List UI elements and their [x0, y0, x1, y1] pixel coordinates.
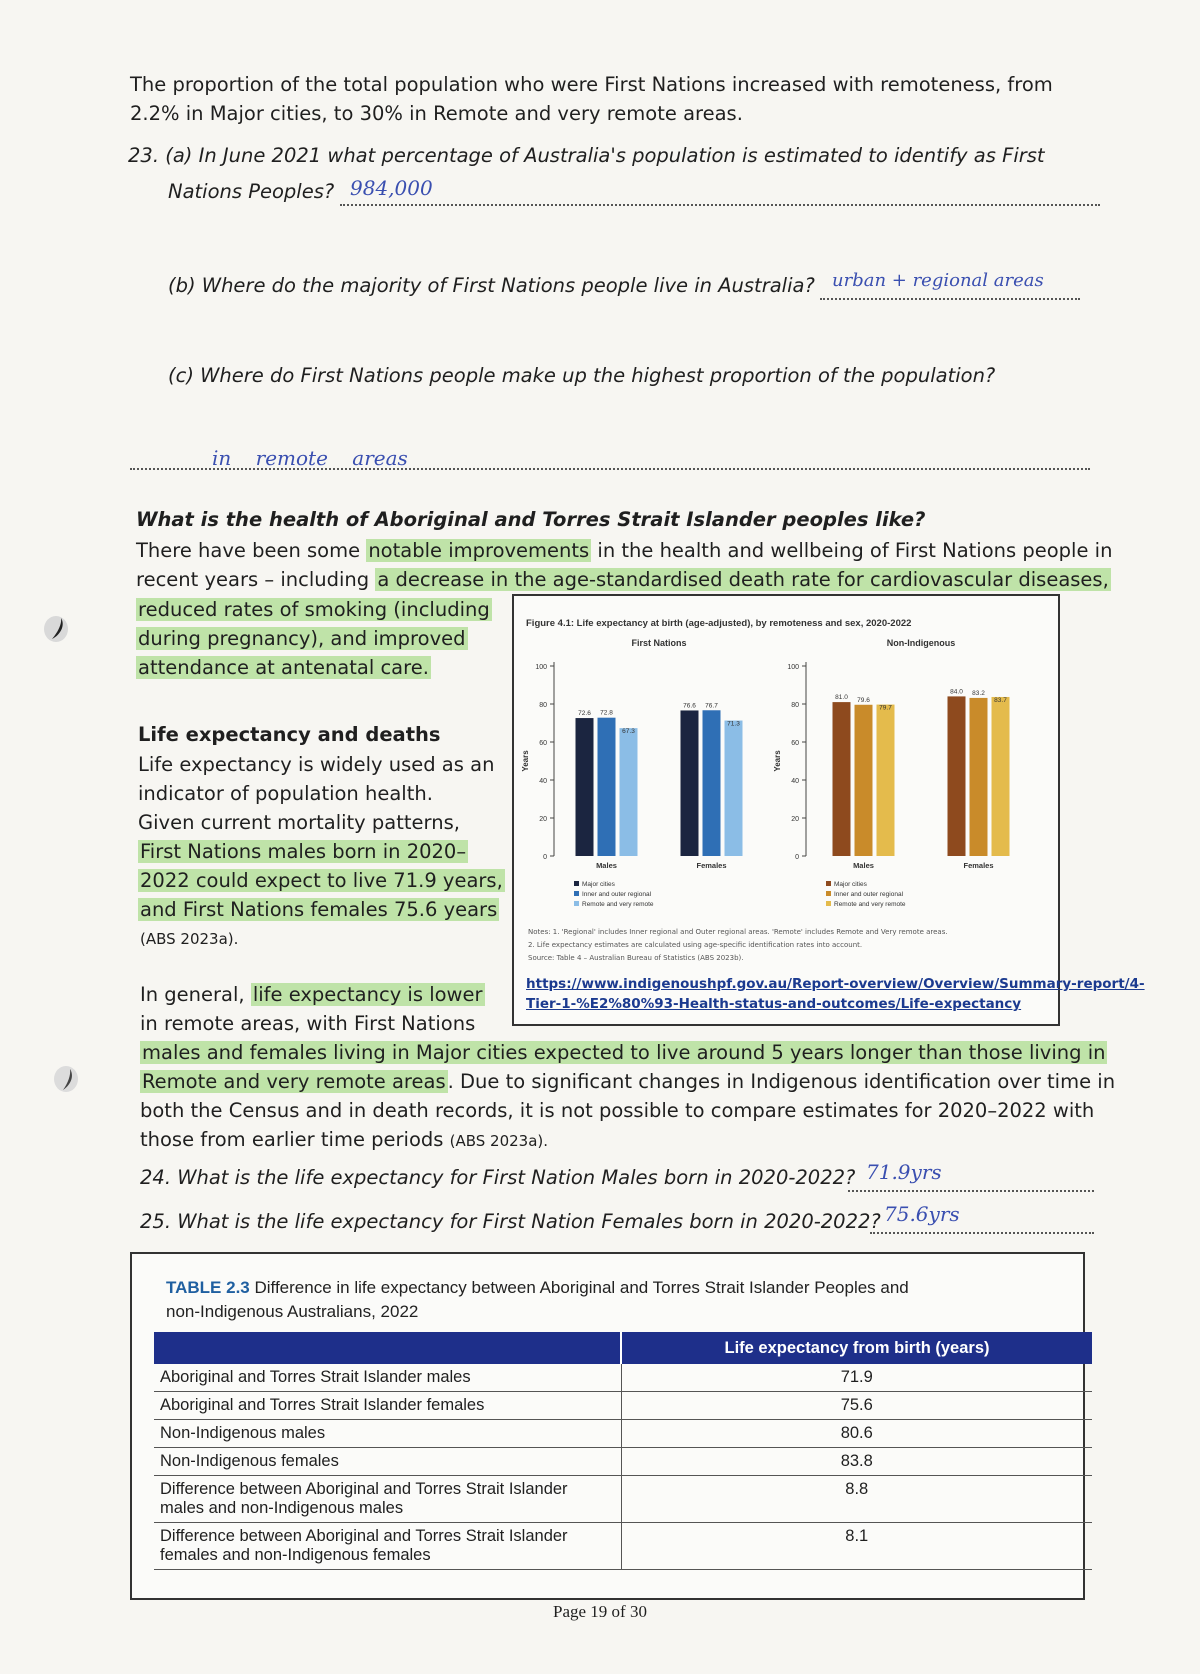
table-row-label: Aboriginal and Torres Strait Islander males: [154, 1364, 621, 1392]
question-24: 24. What is the life expectancy for First Nation Males born in 2020-2022?: [140, 1166, 856, 1189]
table-header-empty: [154, 1332, 621, 1364]
question-25: 25. What is the life expectancy for First Nation Females born in 2020-2022?: [140, 1210, 881, 1233]
legend-swatch: [826, 891, 831, 896]
general-line-4b: . Due to significant changes in Indigenous identification over time in: [447, 1070, 1116, 1093]
answer-23b: urban + regional areas: [832, 270, 1044, 291]
figure-title: Figure 4.1: Life expectancy at birth (age-adjusted), by remoteness and sex, 2020-2022: [526, 618, 912, 629]
bar-value-label: 79.6: [857, 696, 870, 704]
chart-bar: [576, 718, 594, 856]
chart-title: Non-Indigenous: [886, 638, 956, 648]
y-tick-label: 60: [539, 740, 547, 747]
table-row-label: Non-Indigenous males: [154, 1420, 621, 1448]
chart-bar: [681, 710, 699, 856]
answer-23a: 984,000: [350, 176, 433, 200]
y-tick-label: 80: [791, 702, 799, 709]
y-tick-label: 100: [535, 664, 547, 671]
health-highlight-4: during pregnancy), and improved: [138, 627, 466, 650]
legend-label: Major cities: [582, 881, 615, 888]
table-row-value: 8.8: [621, 1476, 1092, 1523]
y-tick-label: 40: [539, 778, 547, 785]
y-tick-label: 0: [795, 854, 799, 861]
chart-bar: [877, 705, 895, 856]
chart-bar: [598, 718, 616, 856]
bar-value-label: 84.0: [950, 688, 963, 696]
general-highlight-1: life expectancy is lower: [252, 983, 483, 1006]
general-line-5: both the Census and in death records, it is not possible to compare estimates for 2020–2022 with: [140, 1099, 1095, 1122]
table-row: [154, 1476, 1092, 1523]
general-line-4: [140, 1067, 1115, 1096]
bar-value-label: 83.7: [994, 696, 1007, 704]
life-highlight-6: and First Nations females 75.6 years: [140, 898, 498, 921]
table-row-value: 80.6: [621, 1420, 1092, 1448]
figure-link-line-1[interactable]: https://www.indigenoushpf.gov.au/Report-overview/Overview/Summary-report/4-: [526, 976, 1145, 992]
answer-line-23a: [340, 204, 1100, 206]
y-axis-label: Years: [773, 750, 782, 772]
life-citation: (ABS 2023a).: [140, 930, 239, 948]
life-highlight-5: 2022 could expect to live 71.9 years,: [140, 869, 503, 892]
margin-mark-icon: [42, 614, 70, 644]
legend-swatch: [574, 891, 579, 896]
table-row-value: 71.9: [621, 1364, 1092, 1392]
health-line-4: [136, 624, 468, 653]
table-caption: [166, 1276, 966, 1324]
legend-label: Remote and very remote: [834, 901, 906, 908]
chart-bar: [725, 721, 743, 856]
table-row-value: 8.1: [621, 1523, 1092, 1570]
bar-value-label: 72.8: [600, 709, 613, 717]
table-caption-line-2: non-Indigenous Australians, 2022: [166, 1302, 419, 1321]
y-axis-label: Years: [521, 750, 530, 772]
figure-source: Source: Table 4 – Australian Bureau of Statistics (ABS 2023b).: [528, 954, 744, 962]
x-tick-label: Females: [963, 861, 994, 870]
x-tick-label: Females: [696, 861, 727, 870]
table-row: [154, 1448, 1092, 1476]
table-row-label: Difference between Aboriginal and Torres Strait Islander males and non-Indigenous males: [154, 1476, 621, 1523]
health-highlight-3: reduced rates of smoking (including: [138, 598, 490, 621]
figure-note-1: Notes: 1. 'Regional' includes Inner regional and Outer regional areas. 'Remote' includes Remote and Very remote areas.: [528, 928, 948, 936]
life-line-6: [138, 895, 499, 924]
legend-label: Inner and outer regional: [582, 891, 652, 898]
health-highlight-5: attendance at antenatal care.: [138, 656, 429, 679]
y-tick-label: 0: [543, 854, 547, 861]
general-citation: (ABS 2023a).: [449, 1132, 549, 1150]
health-heading: What is the health of Aboriginal and Torres Strait Islander peoples like?: [136, 508, 926, 531]
legend-swatch: [574, 881, 579, 886]
chart-bar: [948, 696, 966, 856]
legend-swatch: [826, 881, 831, 886]
chart-bar: [970, 698, 988, 856]
question-23a-line1: 23. (a) In June 2021 what percentage of Australia's population is estimated to identify as First: [128, 144, 1045, 167]
answer-line-23b: [820, 298, 1080, 300]
chart-bar: [833, 702, 851, 856]
general-highlight-3: males and females living in Major cities expected to live around 5 years longer than those living in: [142, 1041, 1106, 1064]
answer-23c: in remote areas: [212, 446, 408, 470]
figure-note-2: 2. Life expectancy estimates are calculated using age-specific identification rates into account.: [528, 941, 863, 949]
life-line-2: indicator of population health.: [138, 782, 433, 805]
table-row-value: 83.8: [621, 1448, 1092, 1476]
health-line-1a: There have been some: [136, 539, 367, 562]
figure-box: [512, 594, 1145, 1026]
answer-line-25: [870, 1232, 1094, 1234]
life-line-1: Life expectancy is widely used as an: [138, 753, 495, 776]
health-line-1b: in the health and wellbeing of First Nations people in: [591, 539, 1113, 562]
chart-bar: [703, 710, 721, 856]
table-row-label: Non-Indigenous females: [154, 1448, 621, 1476]
bar-value-label: 71.3: [727, 720, 740, 728]
answer-24: 71.9yrs: [866, 1160, 942, 1184]
question-23a-line2: Nations Peoples?: [168, 180, 335, 203]
table-header-row: [154, 1332, 1092, 1364]
answer-25: 75.6yrs: [884, 1202, 960, 1226]
life-expectancy-table: [154, 1332, 1092, 1570]
health-line-2a: recent years – including: [136, 568, 376, 591]
y-tick-label: 100: [787, 664, 799, 671]
life-line-3: Given current mortality patterns,: [138, 811, 460, 834]
health-line-2: [136, 565, 1116, 594]
table-row-label: Difference between Aboriginal and Torres Strait Islander females and non-Indigenous females: [154, 1523, 621, 1570]
health-highlight-2: a decrease in the age-standardised death rate for cardiovascular diseases,: [377, 568, 1109, 591]
page-footer: Page 19 of 30: [553, 1602, 647, 1621]
chart-title: First Nations: [631, 638, 687, 648]
table-header-value: Life expectancy from birth (years): [621, 1332, 1092, 1364]
y-tick-label: 40: [791, 778, 799, 785]
question-23c: (c) Where do First Nations people make up the highest proportion of the population?: [168, 364, 996, 387]
chart-bar: [620, 728, 638, 856]
life-heading: Life expectancy and deaths: [138, 723, 441, 746]
general-line-1a: In general,: [140, 983, 251, 1006]
y-tick-label: 20: [539, 816, 547, 823]
bar-value-label: 72.6: [578, 710, 591, 718]
x-tick-label: Males: [596, 861, 617, 870]
figure-link-line-2[interactable]: Tier-1-%E2%80%93-Health-status-and-outcomes/Life-expectancy: [526, 996, 1022, 1012]
y-tick-label: 20: [791, 816, 799, 823]
general-line-6: [140, 1125, 548, 1156]
chart-bar: [855, 705, 873, 856]
table-row: [154, 1420, 1092, 1448]
question-23b: (b) Where do the majority of First Nations people live in Australia?: [168, 274, 815, 297]
health-line-3: [136, 595, 492, 624]
life-expectancy-chart: [514, 626, 1058, 936]
general-line-6a: those from earlier time periods: [140, 1128, 444, 1151]
table-row-label: Aboriginal and Torres Strait Islander females: [154, 1392, 621, 1420]
x-tick-label: Males: [853, 861, 874, 870]
health-line-1: [136, 536, 1116, 565]
health-highlight-1: notable improvements: [368, 539, 590, 562]
life-line-5: [138, 866, 505, 895]
bar-value-label: 67.3: [622, 728, 635, 736]
life-line-4: [138, 837, 468, 866]
table-row: [154, 1523, 1092, 1570]
table-number: TABLE 2.3: [166, 1278, 250, 1297]
legend-label: Remote and very remote: [582, 901, 654, 908]
legend-label: Major cities: [834, 881, 867, 888]
life-highlight-4: First Nations males born in 2020–: [140, 840, 467, 863]
intro-text: The proportion of the total population who were First Nations increased with remoteness, from 2.2% in Major cities, to 30% in Remote and very remote areas.: [130, 73, 1053, 125]
legend-swatch: [574, 901, 579, 906]
chart-bar: [992, 697, 1010, 856]
table-row: [154, 1364, 1092, 1392]
bar-value-label: 79.7: [879, 704, 892, 712]
legend-swatch: [826, 901, 831, 906]
answer-line-24: [848, 1190, 1094, 1192]
general-line-2: in remote areas, with First Nations: [140, 1012, 476, 1035]
bar-value-label: 81.0: [835, 694, 848, 702]
health-line-5: [136, 653, 431, 682]
general-line-3: [140, 1038, 1107, 1067]
bar-value-label: 83.2: [972, 689, 985, 697]
table-row-value: 75.6: [621, 1392, 1092, 1420]
table-caption-line-1: Difference in life expectancy between Aboriginal and Torres Strait Islander Peoples and: [249, 1278, 909, 1297]
general-line-1: [140, 980, 485, 1009]
y-tick-label: 80: [539, 702, 547, 709]
margin-mark-icon: [52, 1064, 80, 1094]
general-highlight-4: Remote and very remote areas: [142, 1070, 446, 1093]
intro-paragraph: [130, 70, 1080, 128]
y-tick-label: 60: [791, 740, 799, 747]
bar-value-label: 76.6: [683, 702, 696, 710]
bar-value-label: 76.7: [705, 702, 718, 710]
legend-label: Inner and outer regional: [834, 891, 904, 898]
table-row: [154, 1392, 1092, 1420]
